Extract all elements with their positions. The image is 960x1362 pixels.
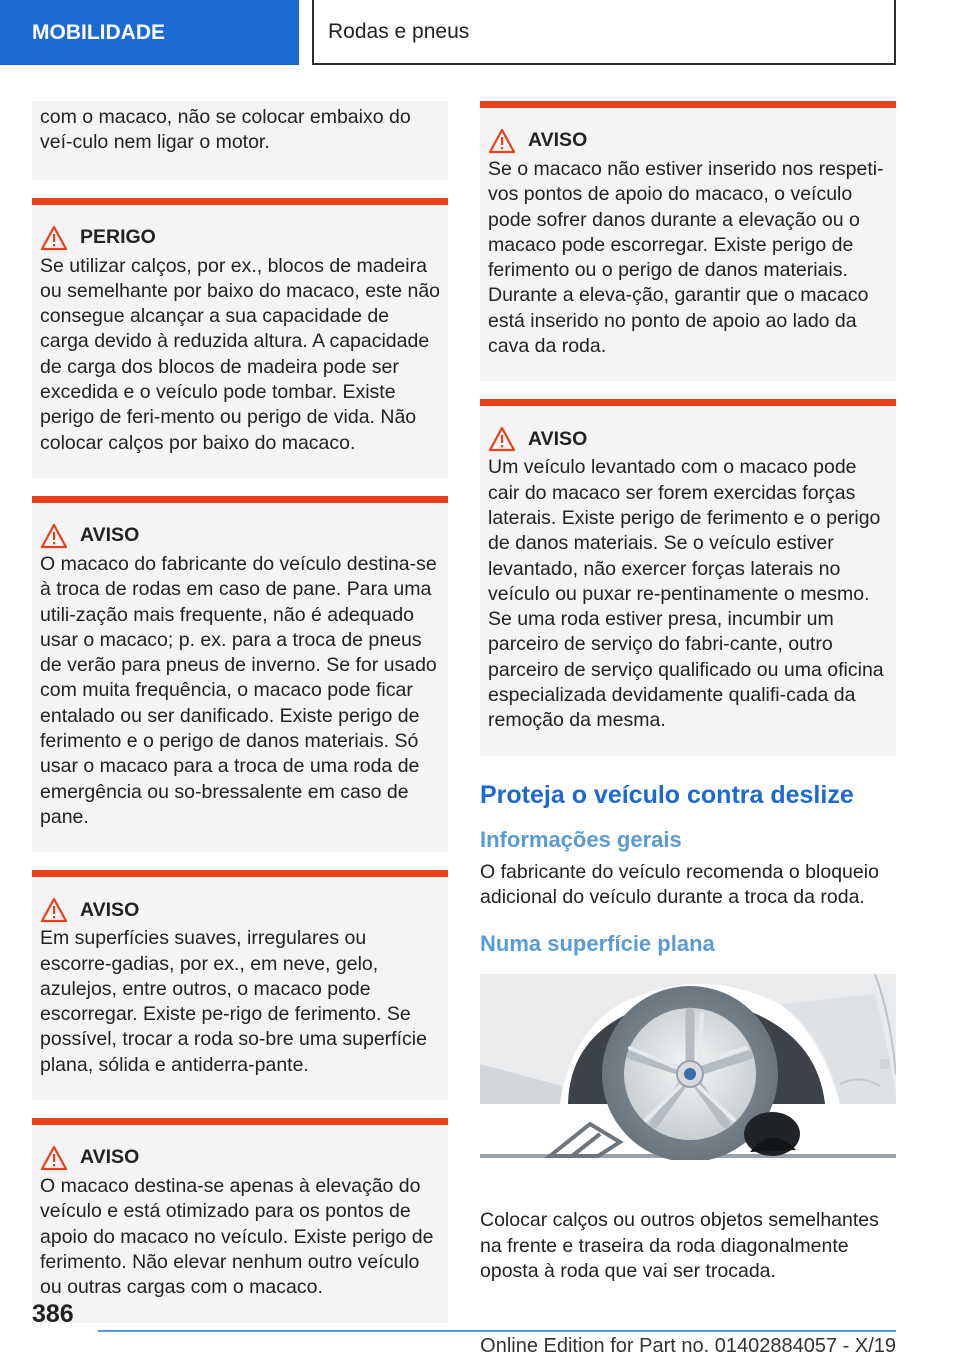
warning-triangle-icon [488, 426, 516, 452]
warning-label: PERIGO [80, 225, 156, 248]
wheel-chock-illustration [480, 974, 896, 1160]
warning-bar [32, 496, 448, 503]
warning-bar [32, 870, 448, 877]
warning-label: AVISO [80, 898, 140, 921]
continuation-box [32, 101, 448, 180]
warning-box [32, 1125, 448, 1322]
subheading-flat-surface: Numa superfície plana [480, 931, 715, 957]
warning-box [480, 406, 896, 755]
general-info-text: O fabricante do veículo recomenda o bloqueio adicional do veículo durante a troca da roda. [480, 860, 879, 908]
warning-text: Em superfícies suaves, irregulares ou escorre-gadias, por ex., em neve, gelo, azulejos, entre outros, o macaco pode escorregar. Existe pe-rigo de ferimento. Se possível, trocar a roda so-bre uma superfície plana, sólida e antiderra-pante. [40, 927, 427, 1076]
warning-label: AVISO [80, 1146, 140, 1169]
warning-text: Um veículo levantado com o macaco pode cair do macaco ser forem exercidas forças laterais. Existe perigo de ferimento e o perigo de danos materiais. Se o veículo estiver levantado, não exercer forças laterais no veículo ou puxar re-pentinamente o mesmo. Se uma roda estiver presa, incumbir um parceiro de serviço do fabri-cante, outro parceiro de serviço qualificado ou uma oficina especializada devidamente qualifi-cada da remoção da mesma. [488, 456, 884, 732]
edition-info: Online Edition for Part no. 01402884057 - X/19 [480, 1335, 896, 1357]
warning-label: AVISO [80, 524, 140, 547]
warning-box [32, 503, 448, 852]
warning-header [40, 523, 448, 549]
warning-triangle-icon [40, 225, 68, 251]
warning-bar [480, 399, 896, 406]
page-number: 386 [32, 1300, 74, 1328]
warning-bar [32, 198, 448, 205]
warning-header [40, 1145, 448, 1171]
warning-text: O macaco do fabricante do veículo destina-se à troca de rodas em caso de pane. Para uma utili-zação mais frequente, não é adequado usar o macaco; p. ex. para a troca de pneus de verão para pneus de inverno. Se for usado com muita frequência, o macaco pode ficar entalado ou ser danificado. Existe perigo de ferimento e o perigo de danos materiais. Só usar o macaco para a troca de uma roda de emergência ou so-bressalente em caso de pane. [40, 552, 437, 828]
left-column [32, 101, 448, 1341]
warning-triangle-icon [40, 897, 68, 923]
section-tab: MOBILIDADE [0, 0, 299, 65]
right-column [480, 101, 896, 1284]
warning-header [488, 128, 896, 154]
section-heading: Proteja o veículo contra deslize [480, 780, 854, 809]
danger-box [32, 205, 448, 478]
warning-box [32, 877, 448, 1100]
warning-text: Se utilizar calços, por ex., blocos de madeira ou semelhante por baixo do macaco, este não consegue alcançar a sua capacidade de carga devido à reduzida altura. A capacidade de carga dos blocos de madeira pode ser excedida e o veículo pode tombar. Existe perigo de feri-mento ou perigo de vida. Não colocar calços por baixo do macaco. [40, 254, 441, 454]
warning-header [488, 426, 896, 452]
warning-header [40, 225, 448, 251]
page-title: Rodas e pneus [312, 0, 896, 65]
warning-triangle-icon [40, 523, 68, 549]
footer-rule [98, 1330, 896, 1332]
illustration-caption: Colocar calços ou outros objetos semelhantes na frente e traseira da roda diagonalmente oposta à roda que vai ser trocada. [480, 1209, 879, 1282]
warning-label: AVISO [528, 427, 588, 450]
warning-box [480, 108, 896, 381]
subheading-general: Informações gerais [480, 826, 682, 852]
warning-label: AVISO [528, 129, 588, 152]
warning-bar [480, 101, 896, 108]
warning-triangle-icon [488, 128, 516, 154]
warning-triangle-icon [40, 1145, 68, 1171]
warning-text: Se o macaco não estiver inserido nos respeti-vos pontos de apoio do macaco, o veículo pode sofrer danos durante a elevação ou o macaco pode escorregar. Existe perigo de ferimento ou o perigo de danos materiais. Durante a eleva-ção, garantir que o macaco está inserido no ponto de apoio ao lado da cava da roda. [488, 158, 884, 358]
continuation-text: com o macaco, não se colocar embaixo do veí-culo nem ligar o motor. [40, 106, 411, 154]
warning-header [40, 897, 448, 923]
warning-bar [32, 1118, 448, 1125]
warning-text: O macaco destina-se apenas à elevação do veículo e está otimizado para os pontos de apoio do macaco no veículo. Existe perigo de ferimento. Não elevar nenhum outro veículo ou outras cargas com o macaco. [40, 1175, 434, 1299]
